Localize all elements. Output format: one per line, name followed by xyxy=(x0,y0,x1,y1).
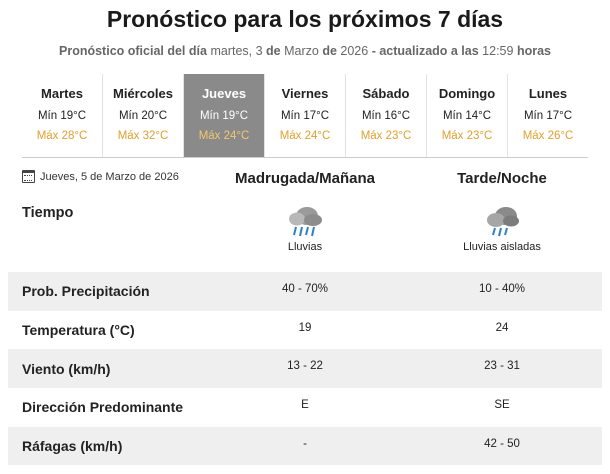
day-max-temp: Máx 26°C xyxy=(522,130,574,142)
table-row xyxy=(8,388,602,427)
day-min-temp: Mín 17°C xyxy=(523,110,573,122)
forecast-subtitle: Pronóstico oficial del día martes, 3 de Marzo de 2026 - actualizado a las 12:59 horas xyxy=(59,44,551,58)
day-max-temp: Máx 24°C xyxy=(198,130,250,142)
day-min-temp: Mín 20°C xyxy=(118,110,168,122)
cell-morning: 40 - 70% xyxy=(281,283,329,295)
day-tab-jueves[interactable] xyxy=(184,74,265,157)
row-label: Dirección Predominante xyxy=(22,399,184,416)
day-max-temp: Máx 24°C xyxy=(279,130,331,142)
day-name: Lunes xyxy=(528,86,568,101)
table-row xyxy=(8,349,602,388)
day-tab-miercoles[interactable] xyxy=(103,74,184,157)
day-min-temp: Mín 17°C xyxy=(280,110,330,122)
day-min-temp: Mín 14°C xyxy=(442,110,492,122)
day-tab-lunes[interactable] xyxy=(508,74,588,157)
cell-morning: - xyxy=(303,437,307,450)
row-label: Ráfagas (km/h) xyxy=(22,438,123,455)
table-row xyxy=(8,272,602,311)
day-name: Jueves xyxy=(201,86,247,101)
row-label: Temperatura (°C) xyxy=(22,322,135,339)
cell-evening: 23 - 31 xyxy=(484,360,520,373)
table-row xyxy=(8,311,602,350)
day-name: Viernes xyxy=(281,86,329,101)
day-max-temp: Máx 23°C xyxy=(360,130,412,142)
day-tab-martes[interactable] xyxy=(22,74,103,157)
row-label-tiempo: Tiempo xyxy=(22,205,74,221)
cell-evening: SE xyxy=(494,399,510,412)
cell-morning: 19 xyxy=(298,321,312,334)
calendar-icon xyxy=(22,170,35,183)
row-label: Prob. Precipitación xyxy=(22,283,150,300)
cell-evening: 42 - 50 xyxy=(484,437,520,450)
day-tab-domingo[interactable] xyxy=(427,74,508,157)
day-name: Sábado xyxy=(362,86,410,101)
selected-date xyxy=(22,170,179,183)
day-max-temp: Máx 32°C xyxy=(117,130,169,142)
day-min-temp: Mín 19°C xyxy=(37,110,87,122)
row-label: Viento (km/h) xyxy=(22,360,111,377)
day-name: Miércoles xyxy=(113,86,173,101)
column-header-morning: Madrugada/Mañana xyxy=(234,170,376,187)
day-min-temp: Mín 16°C xyxy=(361,110,411,122)
page-title: Pronóstico para los próximos 7 días xyxy=(106,6,504,32)
table-row xyxy=(8,427,602,466)
cell-evening: 10 - 40% xyxy=(478,283,526,295)
isolated-rain-cloud-icon xyxy=(482,205,522,237)
rain-cloud-icon xyxy=(285,205,325,237)
cell-morning: 13 - 22 xyxy=(287,360,323,373)
weather-morning xyxy=(205,205,405,253)
day-name: Martes xyxy=(41,86,83,101)
cell-morning: E xyxy=(301,399,309,412)
day-max-temp: Máx 23°C xyxy=(441,130,493,142)
cell-evening: 24 xyxy=(495,321,509,334)
day-tab-viernes[interactable] xyxy=(265,74,346,157)
weather-label: Lluvias xyxy=(287,241,323,253)
day-min-temp: Mín 19°C xyxy=(199,110,249,122)
day-tab-sabado[interactable] xyxy=(346,74,427,157)
day-max-temp: Máx 28°C xyxy=(36,130,88,142)
weather-evening xyxy=(402,205,602,253)
selected-date-text: Jueves, 5 de Marzo de 2026 xyxy=(40,170,179,183)
day-name: Domingo xyxy=(438,86,496,101)
column-header-evening: Tarde/Noche xyxy=(457,170,547,187)
weather-label: Lluvias aisladas xyxy=(463,241,541,253)
day-selector xyxy=(22,74,588,158)
forecast-table xyxy=(8,272,602,465)
